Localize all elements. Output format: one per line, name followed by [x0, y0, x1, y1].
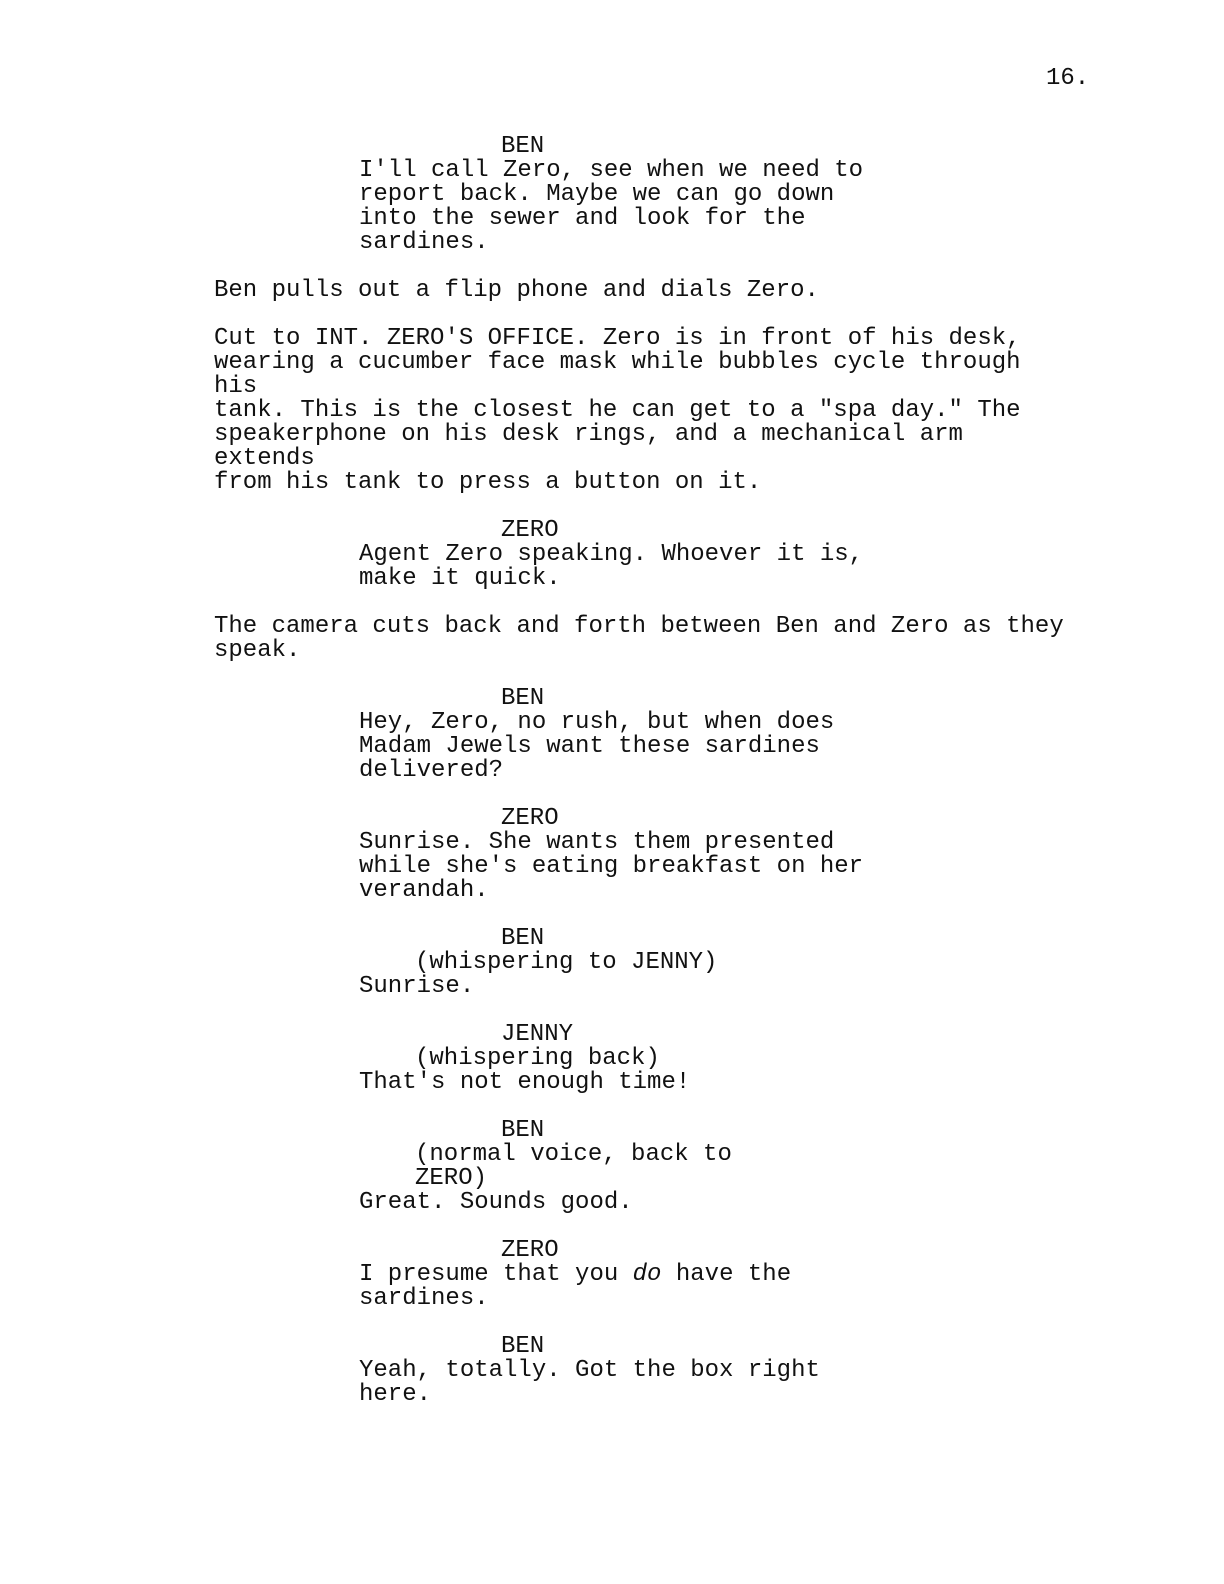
parenthetical: (whispering to JENNY): [415, 949, 718, 976]
character-name: ZERO: [501, 517, 559, 544]
dialogue-block-zero-2: [0, 807, 1224, 903]
dialogue-text: Hey, Zero, no rush, but when does Madam Jewels want these sardines delivered?: [359, 709, 835, 784]
dialogue-text: Sunrise.: [359, 973, 475, 1000]
dialogue-text: Agent Zero speaking. Whoever it is, make it quick.: [359, 541, 864, 592]
parenthetical: (normal voice, back to ZERO): [415, 1141, 732, 1192]
character-name: ZERO: [501, 1237, 559, 1264]
page-number: 16.: [1046, 65, 1090, 92]
dialogue-block-ben-5: [0, 1335, 1224, 1407]
dialogue-text: That's not enough time!: [359, 1069, 691, 1096]
dialogue-text: Yeah, totally. Got the box right here.: [359, 1357, 820, 1408]
dialogue-block-ben-4: [0, 1119, 1224, 1215]
dialogue-block-ben-3: [0, 927, 1224, 999]
dialogue-text: Sunrise. She wants them presented while she's eating breakfast on her verandah.: [359, 829, 864, 904]
dialogue-text: Great. Sounds good.: [359, 1189, 633, 1216]
character-name: BEN: [501, 1117, 545, 1144]
character-name: ZERO: [501, 805, 559, 832]
dialogue-block-zero-1: [0, 519, 1224, 591]
action-line-phone: Ben pulls out a flip phone and dials Zero.: [214, 277, 819, 304]
action-line-office: Cut to INT. ZERO'S OFFICE. Zero is in front of his desk, wearing a cucumber face mask while bubbles cycle through his tank. This is the closest he can get to a "spa day." The speakerphone on his desk rings, and a mechanical arm extends from his tank to press a button on it.: [214, 325, 1021, 496]
dialogue-text: [359, 1263, 879, 1311]
character-name: JENNY: [501, 1021, 574, 1048]
character-name: BEN: [501, 133, 545, 160]
dialogue-block-ben-2: [0, 687, 1224, 783]
dialogue-block-zero-3: [0, 1239, 1224, 1311]
dialogue-block-ben-1: [0, 135, 1224, 255]
dialogue-block-jenny-1: [0, 1023, 1224, 1095]
action-line-camera: The camera cuts back and forth between Ben and Zero as they speak.: [214, 613, 1064, 664]
dialogue-text-part: I presume that you: [359, 1261, 633, 1288]
dialogue-text-part: have the sardines.: [359, 1261, 792, 1312]
screenplay-page: [0, 135, 1224, 1431]
character-name: BEN: [501, 1333, 545, 1360]
character-name: BEN: [501, 925, 545, 952]
character-name: BEN: [501, 685, 545, 712]
dialogue-emphasis: do: [632, 1261, 662, 1288]
parenthetical: (whispering back): [415, 1045, 660, 1072]
dialogue-text: I'll call Zero, see when we need to report back. Maybe we can go down into the sewer and look for the sardines.: [359, 157, 864, 256]
